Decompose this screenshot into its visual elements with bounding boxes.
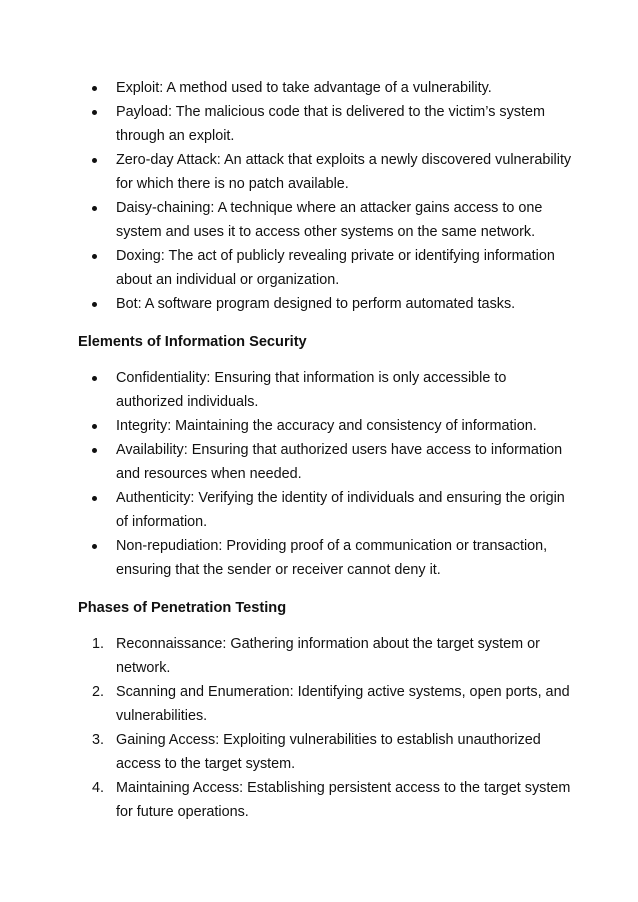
phases-list <box>0 632 638 824</box>
bullet-icon <box>92 376 97 381</box>
list-item-text: Payload: The malicious code that is delivered to the victim’s system through an exploit. <box>116 104 545 144</box>
list-item <box>0 632 638 680</box>
bullet-icon <box>92 424 97 429</box>
bullet-icon <box>92 448 97 453</box>
list-item-number: 1. <box>92 636 105 652</box>
list-item <box>0 366 638 414</box>
list-item-number: 2. <box>92 684 105 700</box>
list-item-text: Confidentiality: Ensuring that information is only accessible to authorized individuals. <box>116 370 507 410</box>
bullet-icon <box>92 544 97 549</box>
list-item-text: Non-repudiation: Providing proof of a communication or transaction, ensuring that the sender or receiver cannot deny it. <box>116 538 548 578</box>
list-item <box>0 292 638 316</box>
list-item-text: Zero-day Attack: An attack that exploits a newly discovered vulnerability for which there is no patch available. <box>116 152 572 192</box>
bullet-icon <box>92 496 97 501</box>
elements-list <box>0 366 638 582</box>
list-item-text: Availability: Ensuring that authorized users have access to information and resources when needed. <box>116 442 563 482</box>
list-item <box>0 486 638 534</box>
bullet-icon <box>92 110 97 115</box>
section-heading-phases: Phases of Penetration Testing <box>78 600 287 616</box>
list-item-text: Doxing: The act of publicly revealing private or identifying information about an individual or organization. <box>116 248 555 288</box>
list-item <box>0 148 638 196</box>
list-item <box>0 414 638 438</box>
list-item-number: 4. <box>92 780 105 796</box>
list-item <box>0 76 638 100</box>
bullet-icon <box>92 302 97 307</box>
list-item-text: Exploit: A method used to take advantage of a vulnerability. <box>116 80 492 96</box>
list-item <box>0 776 638 824</box>
bullet-icon <box>92 254 97 259</box>
list-item <box>0 244 638 292</box>
list-item-text: Reconnaissance: Gathering information about the target system or network. <box>116 636 540 676</box>
list-item <box>0 728 638 776</box>
list-item <box>0 196 638 244</box>
section-heading-elements: Elements of Information Security <box>78 334 307 350</box>
list-item <box>0 680 638 728</box>
list-item <box>0 438 638 486</box>
list-item-text: Daisy-chaining: A technique where an attacker gains access to one system and uses it to access other systems on the same network. <box>116 200 543 240</box>
bullet-icon <box>92 86 97 91</box>
list-item-text: Maintaining Access: Establishing persistent access to the target system for future operations. <box>116 780 571 820</box>
list-item-text: Authenticity: Verifying the identity of individuals and ensuring the origin of information. <box>116 490 565 530</box>
bullet-icon <box>92 206 97 211</box>
list-item-text: Scanning and Enumeration: Identifying active systems, open ports, and vulnerabilities. <box>116 684 570 724</box>
glossary-list <box>0 76 638 316</box>
bullet-icon <box>92 158 97 163</box>
list-item-text: Bot: A software program designed to perform automated tasks. <box>116 296 516 312</box>
list-item-text: Integrity: Maintaining the accuracy and consistency of information. <box>116 418 537 434</box>
list-item <box>0 100 638 148</box>
list-item-number: 3. <box>92 732 105 748</box>
list-item <box>0 534 638 582</box>
list-item-text: Gaining Access: Exploiting vulnerabilities to establish unauthorized access to the target system. <box>116 732 541 772</box>
